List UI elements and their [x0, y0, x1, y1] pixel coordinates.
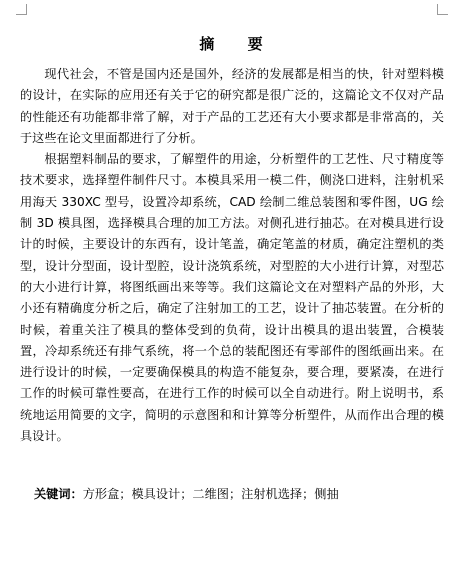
- keywords-text: 方形盒；模具设计；二维图；注射机选择；侧抽: [82, 487, 339, 501]
- keywords-line: [34, 484, 444, 504]
- abstract-body: [20, 64, 444, 447]
- keywords-label: 关键词：: [34, 487, 83, 501]
- page-corner-mark-right: [437, 4, 448, 15]
- abstract-paragraph-1: 现代社会，不管是国内还是国外，经济的发展都是相当的快，针对塑料模的设计，在实际的应用还有关于它的研究都是很广泛的，这篇论文不仅对产品的性能还有功能都非常了解，对于产品的工艺还有大小要求都是非常高的，关于这些在论文里面都进行了分析。: [20, 67, 444, 145]
- abstract-title: 摘 要: [199, 35, 277, 53]
- page-corner-mark-left: [16, 4, 27, 15]
- abstract-paragraph-2: 根据塑料制品的要求，了解塑件的用途，分析塑件的工艺性、尺寸精度等技术要求，选择塑件制件尺寸。本模具采用一模二件，侧浇口进料，注射机采用海天 330XC 型号，设置冷却系统，CAD 绘制二维总装图和零件图，UG 绘制 3D 模具图，选择模具合理的加工方法。对侧孔进行抽芯。在对模具进行设计的时候，主要设计的东西有，设计笔盖，确定笔盖的材质，确定注塑机的类型，设计分型面，设计型腔，设计浇筑系统，对型腔的大小进行计算，对型芯的大小进行计算，将图纸画出来等等。我们这篇论文在对塑料产品的外形，大小还有精确度分析之后，确定了注射加工的工艺，设计了抽芯装置。在分析的时候，着重关注了模具的整体受到的负荷，设计出模具的退出装置，合模装置，冷却系统还有排气系统，将一个总的装配图还有零部件的图纸画出来。在进行设计的时候，一定要确保模具的构造不能复杂，要合理，要紧凑，在进行工作的时候可靠性要高，在进行工作的时候可以全自动进行。附上说明书，系统地运用简要的文字，简明的示意图和和计算等分析塑件，从而作出合理的模具设计。: [20, 152, 444, 444]
